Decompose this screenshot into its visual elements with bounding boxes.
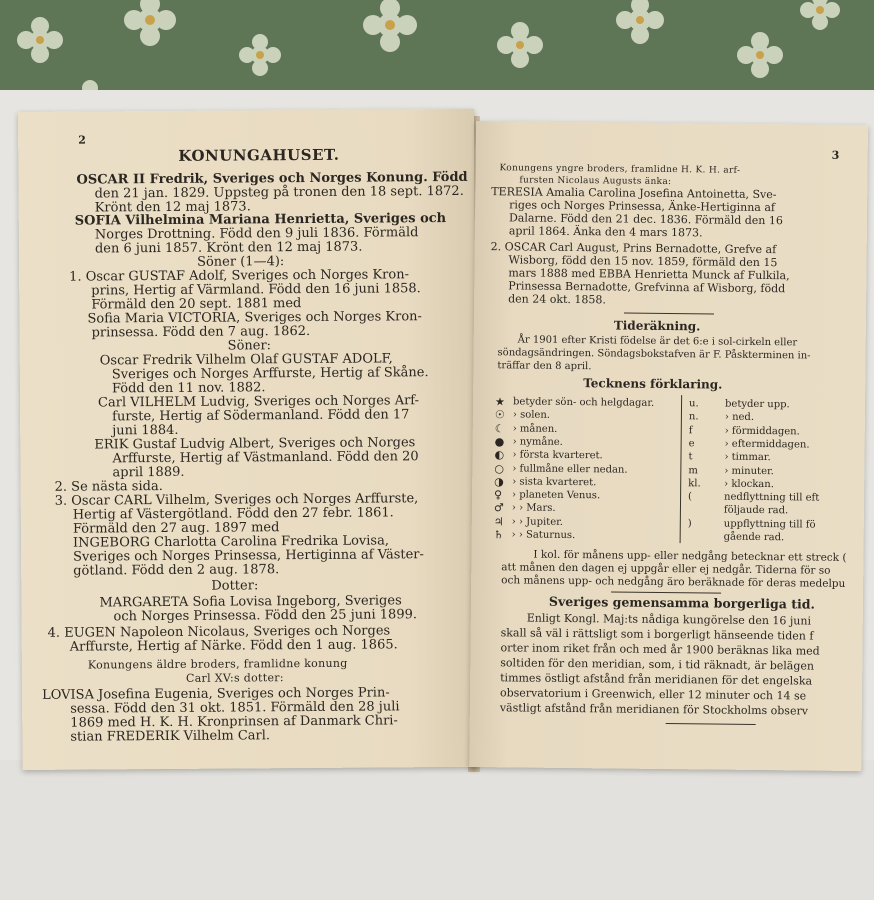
text-line: riges och Norges Prinsessa, Änke-Hertiginna af bbox=[509, 198, 776, 215]
legend-symbol-icon: ♀ bbox=[494, 488, 503, 502]
text-line: 4. EUGEN Napoleon Nicolaus, Sveriges och Norges bbox=[47, 623, 391, 641]
text-line: 3. Oscar CARL Vilhelm, Sveriges och Norges Arffurste, bbox=[54, 491, 419, 509]
text-line: Oscar Fredrik Vilhelm Olaf GUSTAF ADOLF, bbox=[99, 351, 393, 369]
text-line: 2. OSCAR Carl August, Prins Bernadotte, Grefve af bbox=[490, 240, 777, 257]
legend-symbol-icon: ◑ bbox=[494, 475, 504, 489]
text-line: stian FREDERIK Vilhelm Carl. bbox=[70, 728, 271, 745]
legend-abbrev-text: › eftermiddagen. bbox=[724, 438, 810, 451]
legend-symbol-icon: ♃ bbox=[493, 514, 504, 528]
note-line: och månens upp- och nedgång äro beräknade för deras medelpu bbox=[501, 574, 846, 590]
text-line: 1. Oscar GUSTAF Adolf, Sveriges och Norges Kron- bbox=[69, 267, 409, 285]
text-line: Arffurste, Hertig af Närke. Född den 1 aug. 1865. bbox=[69, 637, 398, 655]
legend-abbrev-text: › minuter. bbox=[724, 465, 774, 477]
text-line: Sveriges och Norges Prinsessa, Hertiginna af Väster- bbox=[73, 547, 424, 565]
text-line: Norges Drottning. Född den 9 juli 1836. Förmäld bbox=[94, 225, 419, 243]
text-line: soltiden för den meridian, som, i tid räknadt, är belägen bbox=[500, 656, 815, 673]
legend-abbrev-text: › klockan. bbox=[724, 478, 774, 490]
legend-abbrev-key: ) bbox=[687, 517, 692, 529]
legend-abbrev-text: gående rad. bbox=[723, 531, 785, 544]
legend-symbol-text: › nymåne. bbox=[512, 436, 563, 448]
divider bbox=[611, 591, 721, 593]
text-line: juni 1884. bbox=[112, 422, 179, 439]
text-line: träffar den 8 april. bbox=[497, 360, 592, 373]
right-page bbox=[469, 121, 868, 771]
legend-abbrev-key: ( bbox=[688, 491, 693, 503]
text-line: År 1901 efter Kristi födelse är det 6:e i sol-cirkeln eller bbox=[517, 334, 798, 349]
legend-symbol-text: › solen. bbox=[512, 409, 551, 422]
legend-abbrev-text: följaude rad. bbox=[723, 505, 789, 517]
legend-abbrev-key: f bbox=[688, 424, 693, 436]
section-label: Dotter: bbox=[211, 578, 259, 594]
table-surface-lower bbox=[0, 760, 874, 900]
text-line: söndagsändringen. Söndagsbokstafven är F. Påskterminen in- bbox=[497, 347, 811, 362]
text-line: furste, Hertig af Södermanland. Född den 17 bbox=[112, 407, 410, 425]
legend-symbol-text: › fullmåne eller nedan. bbox=[512, 462, 628, 476]
text-line: den 21 jan. 1829. Uppsteg på tronen den 18 sept. 1872. bbox=[94, 183, 464, 202]
text-line: den 24 okt. 1858. bbox=[508, 292, 607, 307]
legend-abbrev-text: › ned. bbox=[724, 411, 755, 424]
text-line: prinsessa. Född den 7 aug. 1862. bbox=[91, 323, 311, 341]
legend-symbol-text: › › Saturnus. bbox=[511, 529, 576, 542]
legend-abbrev-text: nedflyttning till eft bbox=[724, 491, 820, 504]
section-label: Carl XV:s dotter: bbox=[185, 671, 284, 685]
legend-symbol-icon: ★ bbox=[494, 395, 506, 409]
text-line: Carl VILHELM Ludvig, Sveriges och Norges Arf- bbox=[97, 393, 420, 411]
text-line: ERIK Gustaf Ludvig Albert, Sveriges och Norges bbox=[94, 435, 416, 453]
text-line: Wisborg, född den 15 nov. 1859, förmäld den 15 bbox=[508, 253, 778, 270]
section-heading: Tideräkning. bbox=[613, 318, 701, 334]
text-line: april 1889. bbox=[112, 464, 185, 481]
page-number: 2 bbox=[78, 133, 86, 147]
text-line: timmes östligt afstånd från meridianen för det engelska bbox=[500, 671, 813, 688]
page-title: KONUNGAHUSET. bbox=[178, 145, 340, 165]
text-line: Förmäld den 27 aug. 1897 med bbox=[72, 520, 280, 537]
text-line: Prinsessa Bernadotte, Grefvinna af Wisborg, född bbox=[508, 279, 786, 296]
section-label: Söner: bbox=[227, 338, 272, 354]
text-line: västligt afstånd från meridianen för Stockholms observ bbox=[499, 701, 809, 718]
text-line: Sofia Maria VICTORIA, Sveriges och Norges Kron- bbox=[87, 309, 422, 327]
legend-abbrev-text: › förmiddagen. bbox=[724, 425, 800, 438]
text-line: Förmäld den 20 sept. 1881 med bbox=[91, 296, 302, 313]
text-line: TERESIA Amalia Carolina Josefina Antoinetta, Sve- bbox=[491, 185, 777, 202]
legend-symbol-text: › planeten Venus. bbox=[512, 489, 601, 502]
table-divider bbox=[680, 395, 683, 543]
legend-symbol-text: › månen. bbox=[512, 422, 558, 435]
text-line: OSCAR II Fredrik, Sveriges och Norges Konung. Född bbox=[76, 169, 468, 188]
legend-symbol-text: betyder sön- och helgdagar. bbox=[513, 396, 655, 409]
text-line: MARGARETA Sofia Lovisa Ingeborg, Sveriges bbox=[99, 593, 402, 611]
text-line: SOFIA Vilhelmina Mariana Henrietta, Sveriges och bbox=[74, 211, 447, 229]
legend-abbrev-text: betyder upp. bbox=[724, 398, 790, 411]
legend-abbrev-key: kl. bbox=[688, 478, 701, 490]
text-line: prins, Hertig af Värmland. Född den 16 juni 1858. bbox=[91, 281, 421, 299]
section-heading: Tecknens förklaring. bbox=[583, 376, 723, 392]
legend-symbol-icon: ♄ bbox=[493, 528, 504, 542]
text-line: 2. Se nästa sida. bbox=[54, 478, 163, 495]
text-line: Hertig af Västergötland. Född den 27 febr. 1861. bbox=[72, 505, 394, 523]
text-line: Dalarne. Född den 21 dec. 1836. Förmäld den 16 bbox=[508, 211, 783, 228]
legend-symbol-icon: ☾ bbox=[494, 421, 505, 435]
text-line: Krönt den 12 maj 1873. bbox=[94, 199, 251, 216]
section-label: Konungens äldre broders, framlidne konung bbox=[87, 656, 348, 672]
legend-symbol-icon: ◐ bbox=[494, 448, 505, 462]
legend-abbrev-key: n. bbox=[688, 411, 699, 423]
legend-symbol-text: › › Jupiter. bbox=[511, 516, 564, 528]
text-line: Enligt Kongl. Maj:ts nådiga kungörelse den 16 juni bbox=[526, 611, 812, 628]
text-line: INGEBORG Charlotta Carolina Fredrika Lovisa, bbox=[72, 533, 390, 551]
section-heading: Sveriges gemensamma borgerliga tid. bbox=[548, 593, 815, 612]
text-line: och Norges Prinsessa. Född den 25 juni 1899. bbox=[113, 607, 418, 625]
legend-abbrev-key: u. bbox=[688, 398, 699, 410]
section-label: fursten Nicolaus Augusts änka: bbox=[519, 175, 672, 188]
legend-abbrev-key: m bbox=[688, 464, 698, 476]
text-line: sessa. Född den 31 okt. 1851. Förmäld den 28 juli bbox=[70, 699, 400, 717]
text-line: 1869 med H. K. H. Kronprinsen af Danmark Chri- bbox=[70, 713, 398, 731]
legend-symbol-text: › första kvarteret. bbox=[512, 449, 603, 462]
section-label: Söner (1—4): bbox=[197, 254, 285, 270]
text-line: Född den 11 nov. 1882. bbox=[111, 380, 266, 397]
text-line: april 1864. Änka den 4 mars 1873. bbox=[508, 224, 703, 240]
section-label: Konungens yngre broders, framlidne H. K. H. arf- bbox=[499, 163, 741, 176]
legend-abbrev-text: uppflyttning till fö bbox=[723, 518, 816, 531]
legend-symbol-text: › › Mars. bbox=[511, 502, 556, 515]
text-line: Arffurste, Hertig af Västmanland. Född den 20 bbox=[112, 449, 419, 467]
divider bbox=[624, 313, 714, 315]
legend-symbol-icon: ♂ bbox=[493, 501, 504, 515]
note-line: I kol. för månens upp- eller nedgång betecknar ett streck ( bbox=[533, 548, 847, 564]
text-line: LOVISA Josefina Eugenia, Sveriges och Norges Prin- bbox=[42, 685, 390, 703]
divider bbox=[666, 723, 756, 725]
legend-symbol-icon: ● bbox=[494, 435, 505, 449]
legend-abbrev-key: t bbox=[688, 451, 693, 463]
text-line: mars 1888 med EBBA Henrietta Munck af Fulkila, bbox=[508, 266, 790, 283]
text-line: skall så väl i rättsligt som i borgerligt hänseende tiden f bbox=[500, 626, 814, 643]
legend-symbol-icon: ○ bbox=[494, 461, 505, 475]
text-line: Sveriges och Norges Arffurste, Hertig af Skåne. bbox=[111, 365, 429, 383]
note-line: att månen den dagen ej uppgår eller ej nedgår. Tiderna för so bbox=[501, 561, 831, 577]
text-line: götland. Född den 2 aug. 1878. bbox=[73, 562, 280, 579]
text-line: den 6 juni 1857. Krönt den 12 maj 1873. bbox=[94, 239, 363, 257]
legend-abbrev-key: e bbox=[688, 438, 695, 450]
legend-symbol-icon: ☉ bbox=[494, 408, 505, 422]
legend-abbrev-text: › timmar. bbox=[724, 451, 771, 464]
text-line: orter inom riket från och med år 1900 beräknas lika med bbox=[500, 641, 820, 658]
legend-symbol-text: › sista kvarteret. bbox=[512, 476, 597, 489]
left-page bbox=[18, 109, 479, 770]
page-number: 3 bbox=[831, 148, 840, 162]
text-line: observatorium i Greenwich, eller 12 minuter och 14 se bbox=[499, 686, 807, 703]
